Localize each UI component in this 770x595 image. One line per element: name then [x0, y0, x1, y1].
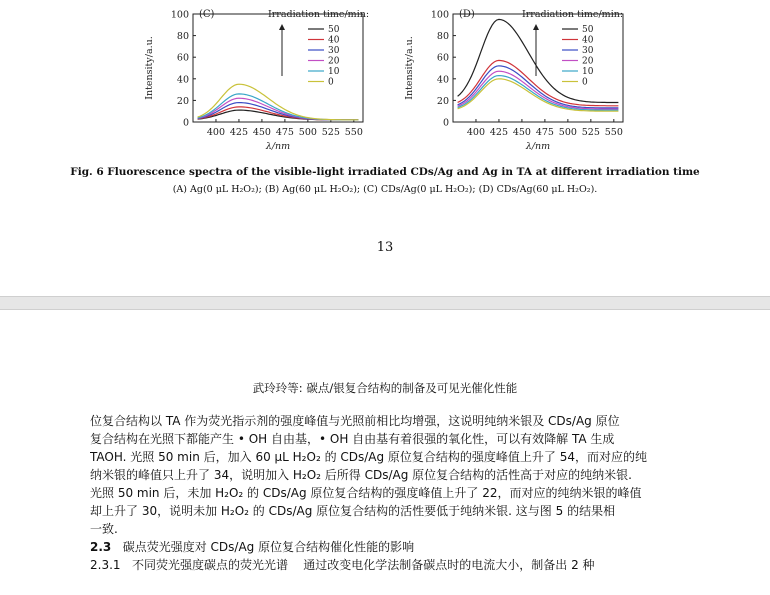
x-tick-label: 525	[581, 127, 600, 138]
body-text	[90, 412, 690, 574]
x-tick-label: 475	[275, 127, 294, 138]
figure-caption: Fig. 6 Fluorescence spectra of the visible-light irradiated CDs/Ag and Ag in TA at different irradiation time	[70, 166, 700, 178]
legend-label: 10	[582, 67, 594, 77]
x-tick-label: 400	[466, 127, 486, 138]
legend-label: 40	[582, 35, 594, 46]
legend-arrowhead	[279, 24, 285, 30]
legend-title: Irradiation time/min:	[268, 9, 370, 20]
panel-label: (D)	[459, 9, 475, 20]
x-axis-title: λ/nm	[265, 141, 291, 152]
page-top	[0, 0, 770, 296]
panel-label: (C)	[199, 9, 215, 20]
y-axis-title: Intensity/a.u.	[404, 36, 415, 100]
running-head: 武玲玲等: 碳点/银复合结构的制备及可见光催化性能	[252, 381, 518, 395]
y-tick-label: 0	[442, 117, 449, 129]
legend-label: 20	[582, 56, 594, 67]
y-tick-label: 60	[436, 52, 449, 64]
y-tick-label: 100	[430, 9, 449, 21]
x-tick-label: 550	[344, 127, 363, 138]
legend-label: 10	[328, 67, 340, 77]
legend-label: 30	[582, 46, 594, 56]
body-line: TAOH. 光照 50 min 后，加入 60 μL H₂O₂ 的 CDs/Ag 原位复合结构的强度峰值上升了 54，而对应的纯	[90, 450, 648, 464]
page-divider	[0, 296, 770, 310]
x-tick-label: 525	[321, 127, 340, 138]
x-tick-label: 550	[604, 127, 623, 138]
x-axis-title: λ/nm	[525, 141, 551, 152]
x-tick-label: 475	[535, 127, 554, 138]
series-line	[458, 60, 619, 105]
body-line: 位复合结构以 TA 作为荧光指示剂的强度峰值与光照前相比均增强，这说明纯纳米银及 CDs/Ag 原位	[90, 414, 620, 428]
legend-label: 30	[328, 46, 340, 56]
x-tick-label: 500	[558, 127, 577, 138]
legend-label: 50	[582, 25, 594, 35]
body-line: 光照 50 min 后，未加 H₂O₂ 的 CDs/Ag 原位复合结构的强度峰值上升了 22，而对应的纯纳米银的峰值	[90, 486, 642, 500]
legend-label: 0	[328, 77, 334, 88]
body-line: 纳米银的峰值只上升了 34，说明加入 H₂O₂ 后所得 CDs/Ag 原位复合结构的活性高于对应的纯纳米银.	[90, 468, 632, 482]
section-number: 2.3	[90, 540, 112, 554]
legend-label: 0	[582, 77, 588, 88]
subsection-heading	[90, 556, 690, 574]
section-heading	[90, 538, 690, 556]
legend-title: Irradiation time/min:	[522, 9, 624, 20]
legend-label: 20	[328, 56, 340, 67]
y-tick-label: 80	[436, 31, 449, 43]
legend-label: 40	[328, 35, 340, 46]
subsection-title: 不同荧光强度碳点的荧光光谱	[132, 558, 289, 572]
legend-arrowhead	[533, 24, 539, 30]
page-bottom	[0, 310, 770, 595]
y-tick-label: 40	[176, 74, 189, 86]
body-line: 复合结构在光照下都能产生 • OH 自由基，• OH 自由基有着很强的氧化性，可以有效降解 TA 生成	[90, 432, 615, 446]
body-line: 却上升了 30，说明未加 H₂O₂ 的 CDs/Ag 原位复合结构的活性要低于纯纳米银. 这与图 5 的结果相	[90, 504, 616, 518]
subsection-text: 通过改变电化学法制备碳点时的电流大小，制备出 2 种	[303, 558, 595, 572]
series-line	[458, 79, 619, 111]
x-tick-label: 425	[489, 127, 509, 138]
y-tick-label: 40	[436, 74, 449, 86]
x-tick-label: 400	[206, 127, 226, 138]
y-tick-label: 60	[176, 52, 189, 64]
legend-label: 50	[328, 25, 340, 35]
subsection-number: 2.3.1	[90, 558, 121, 572]
y-tick-label: 20	[436, 95, 449, 107]
figure-subcaption: (A) Ag(0 μL H₂O₂); (B) Ag(60 μL H₂O₂); (C) CDs/Ag(0 μL H₂O₂); (D) CDs/Ag(60 μL H₂O₂).	[172, 184, 598, 195]
y-tick-label: 0	[182, 117, 189, 129]
y-tick-label: 100	[170, 9, 189, 21]
x-tick-label: 500	[298, 127, 317, 138]
y-tick-label: 20	[176, 95, 189, 107]
body-line: 一致.	[90, 522, 118, 536]
x-tick-label: 450	[252, 127, 271, 138]
x-tick-label: 450	[512, 127, 531, 138]
page-number: 13	[376, 240, 394, 255]
figure-6-charts	[0, 0, 770, 160]
y-tick-label: 80	[176, 31, 189, 43]
x-tick-label: 425	[229, 127, 249, 138]
y-axis-title: Intensity/a.u.	[144, 36, 155, 100]
section-title: 碳点荧光强度对 CDs/Ag 原位复合结构催化性能的影响	[122, 540, 415, 554]
